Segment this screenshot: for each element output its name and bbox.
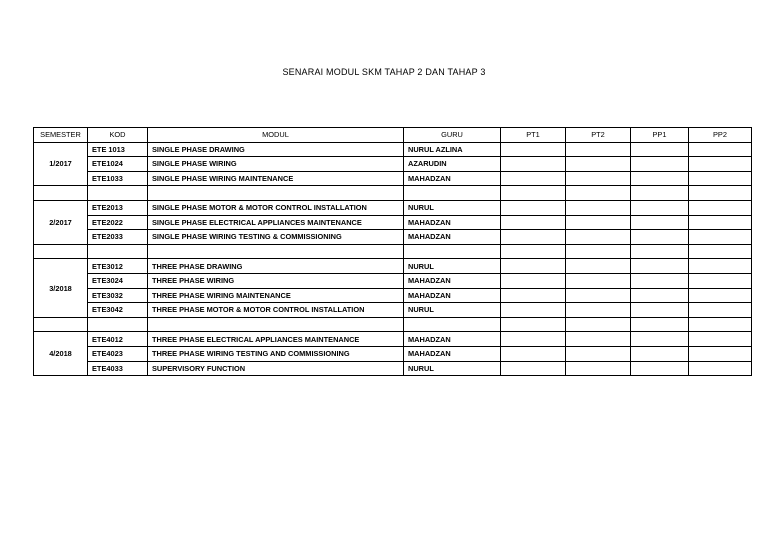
pt2-cell [566, 346, 631, 361]
pp1-cell [631, 346, 689, 361]
kod-cell: ETE4033 [88, 361, 148, 376]
spacer-cell [404, 317, 501, 332]
table-row [34, 200, 752, 215]
table-row [34, 361, 752, 376]
pt2-cell [566, 259, 631, 274]
pt1-cell [501, 332, 566, 347]
spacer-cell [148, 244, 404, 259]
modul-cell: SUPERVISORY FUNCTION [148, 361, 404, 376]
header-row [34, 128, 752, 143]
semester-cell: 1/2017 [34, 142, 88, 186]
header-pp1: PP1 [631, 128, 689, 143]
modul-cell: THREE PHASE ELECTRICAL APPLIANCES MAINTENANCE [148, 332, 404, 347]
pp2-cell [689, 332, 752, 347]
spacer-cell [501, 186, 566, 201]
pt1-cell [501, 259, 566, 274]
pp1-cell [631, 171, 689, 186]
spacer-cell [501, 317, 566, 332]
pt2-cell [566, 200, 631, 215]
pp2-cell [689, 346, 752, 361]
spacer-cell [88, 317, 148, 332]
pp1-cell [631, 332, 689, 347]
spacer-cell [566, 317, 631, 332]
modul-cell: SINGLE PHASE WIRING MAINTENANCE [148, 171, 404, 186]
pp2-cell [689, 303, 752, 318]
modul-cell: SINGLE PHASE ELECTRICAL APPLIANCES MAINTENANCE [148, 215, 404, 230]
table-row [34, 142, 752, 157]
pt2-cell [566, 157, 631, 172]
pp2-cell [689, 361, 752, 376]
pt2-cell [566, 303, 631, 318]
table-row [34, 215, 752, 230]
kod-cell: ETE4023 [88, 346, 148, 361]
table-row [34, 332, 752, 347]
pt1-cell [501, 142, 566, 157]
spacer-cell [34, 244, 88, 259]
pp1-cell [631, 288, 689, 303]
table-row [34, 288, 752, 303]
pt2-cell [566, 215, 631, 230]
spacer-cell [566, 186, 631, 201]
spacer-cell [148, 317, 404, 332]
pt2-cell [566, 230, 631, 245]
header-semester: SEMESTER [34, 128, 88, 143]
guru-cell: AZARUDIN [404, 157, 501, 172]
spacer-cell [88, 244, 148, 259]
guru-cell: NURUL [404, 200, 501, 215]
spacer-row [34, 317, 752, 332]
guru-cell: MAHADZAN [404, 332, 501, 347]
spacer-cell [689, 244, 752, 259]
guru-cell: MAHADZAN [404, 273, 501, 288]
table-row [34, 259, 752, 274]
semester-cell: 4/2018 [34, 332, 88, 376]
table-row [34, 230, 752, 245]
spacer-cell [631, 186, 689, 201]
modul-cell: THREE PHASE WIRING MAINTENANCE [148, 288, 404, 303]
pp1-cell [631, 215, 689, 230]
pt2-cell [566, 273, 631, 288]
header-kod: KOD [88, 128, 148, 143]
pt1-cell [501, 303, 566, 318]
pp1-cell [631, 157, 689, 172]
pt1-cell [501, 273, 566, 288]
kod-cell: ETE2013 [88, 200, 148, 215]
header-guru: GURU [404, 128, 501, 143]
pt1-cell [501, 200, 566, 215]
guru-cell: MAHADZAN [404, 288, 501, 303]
table-row [34, 303, 752, 318]
kod-cell: ETE2022 [88, 215, 148, 230]
modul-cell: THREE PHASE WIRING TESTING AND COMMISSIONING [148, 346, 404, 361]
modul-cell: THREE PHASE MOTOR & MOTOR CONTROL INSTALLATION [148, 303, 404, 318]
pt2-cell [566, 361, 631, 376]
spacer-cell [404, 186, 501, 201]
spacer-cell [501, 244, 566, 259]
kod-cell: ETE1024 [88, 157, 148, 172]
spacer-cell [34, 317, 88, 332]
semester-cell: 3/2018 [34, 259, 88, 317]
spacer-cell [404, 244, 501, 259]
guru-cell: NURUL [404, 303, 501, 318]
pt1-cell [501, 288, 566, 303]
pp2-cell [689, 288, 752, 303]
guru-cell: NURUL AZLINA [404, 142, 501, 157]
pp1-cell [631, 361, 689, 376]
guru-cell: MAHADZAN [404, 171, 501, 186]
pt2-cell [566, 171, 631, 186]
guru-cell: NURUL [404, 361, 501, 376]
kod-cell: ETE3024 [88, 273, 148, 288]
pp2-cell [689, 273, 752, 288]
pt1-cell [501, 157, 566, 172]
spacer-cell [88, 186, 148, 201]
pt1-cell [501, 215, 566, 230]
guru-cell: MAHADZAN [404, 230, 501, 245]
kod-cell: ETE4012 [88, 332, 148, 347]
pp1-cell [631, 230, 689, 245]
spacer-cell [148, 186, 404, 201]
spacer-row [34, 244, 752, 259]
kod-cell: ETE3012 [88, 259, 148, 274]
document-title: SENARAI MODUL SKM TAHAP 2 DAN TAHAP 3 [282, 67, 486, 77]
header-pt1: PT1 [501, 128, 566, 143]
header-modul: MODUL [148, 128, 404, 143]
table-row [34, 273, 752, 288]
pt2-cell [566, 142, 631, 157]
pt1-cell [501, 346, 566, 361]
spacer-cell [689, 317, 752, 332]
pp1-cell [631, 200, 689, 215]
pt2-cell [566, 288, 631, 303]
modul-cell: SINGLE PHASE WIRING [148, 157, 404, 172]
header-pp2: PP2 [689, 128, 752, 143]
module-table [33, 127, 752, 376]
modul-cell: SINGLE PHASE DRAWING [148, 142, 404, 157]
spacer-cell [34, 186, 88, 201]
table-row [34, 346, 752, 361]
pp2-cell [689, 215, 752, 230]
pp2-cell [689, 259, 752, 274]
guru-cell: MAHADZAN [404, 346, 501, 361]
semester-cell: 2/2017 [34, 200, 88, 244]
pp1-cell [631, 303, 689, 318]
pt1-cell [501, 361, 566, 376]
pp1-cell [631, 273, 689, 288]
table-row [34, 157, 752, 172]
spacer-cell [689, 186, 752, 201]
pt2-cell [566, 332, 631, 347]
modul-cell: THREE PHASE DRAWING [148, 259, 404, 274]
header-pt2: PT2 [566, 128, 631, 143]
guru-cell: NURUL [404, 259, 501, 274]
pp2-cell [689, 157, 752, 172]
spacer-row [34, 186, 752, 201]
modul-cell: SINGLE PHASE MOTOR & MOTOR CONTROL INSTALLATION [148, 200, 404, 215]
pp2-cell [689, 230, 752, 245]
guru-cell: MAHADZAN [404, 215, 501, 230]
kod-cell: ETE3042 [88, 303, 148, 318]
kod-cell: ETE2033 [88, 230, 148, 245]
table-row [34, 171, 752, 186]
modul-cell: THREE PHASE WIRING [148, 273, 404, 288]
modul-cell: SINGLE PHASE WIRING TESTING & COMMISSIONING [148, 230, 404, 245]
spacer-cell [631, 317, 689, 332]
pp2-cell [689, 142, 752, 157]
spacer-cell [566, 244, 631, 259]
pp2-cell [689, 171, 752, 186]
kod-cell: ETE1033 [88, 171, 148, 186]
pp2-cell [689, 200, 752, 215]
kod-cell: ETE3032 [88, 288, 148, 303]
pt1-cell [501, 171, 566, 186]
pt1-cell [501, 230, 566, 245]
kod-cell: ETE 1013 [88, 142, 148, 157]
pp1-cell [631, 259, 689, 274]
pp1-cell [631, 142, 689, 157]
spacer-cell [631, 244, 689, 259]
